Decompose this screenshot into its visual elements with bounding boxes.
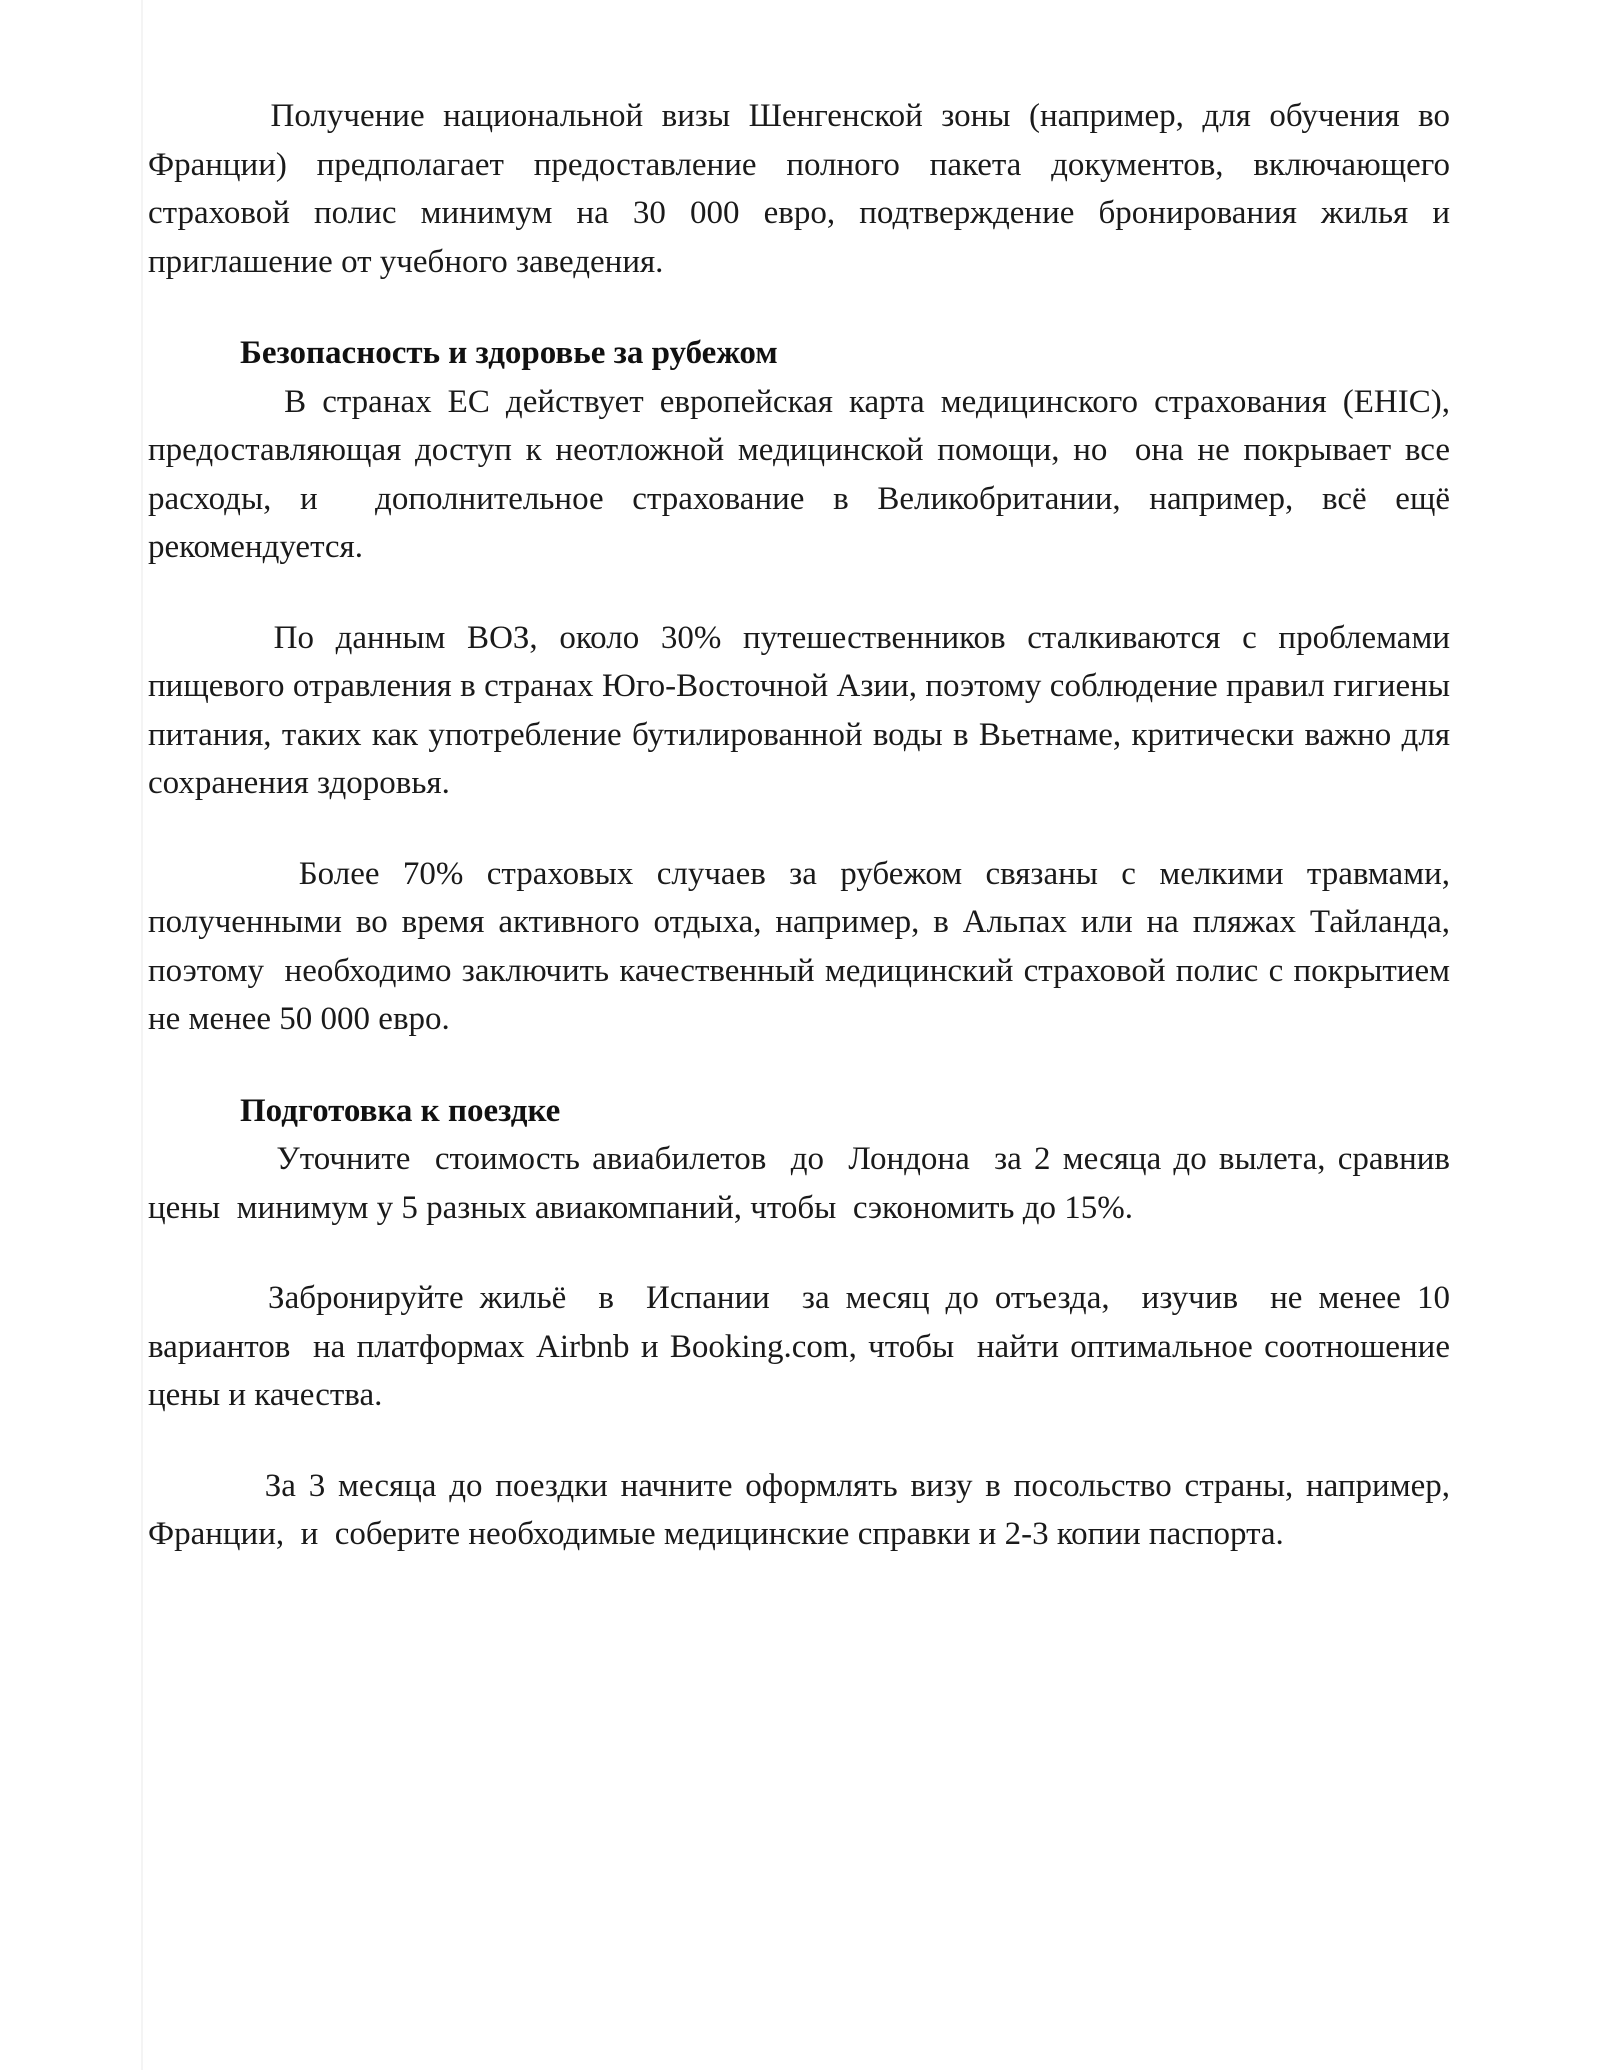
paragraph-accommodation: Забронируйте жильё в Испании за месяц до отъезда, изучив не менее 10 вариантов на платформах Airbnb и Booking.com, чтобы найти оптимальное соотношение цены и качества. bbox=[148, 1280, 1459, 1413]
document-body bbox=[148, 92, 1467, 1559]
paragraph-visa-timeline: За 3 месяца до поездки начните оформлять визу в посольство страны, например, Франции, и соберите необходимые медицинские справки и 2-3 копии паспорта. bbox=[148, 1467, 1459, 1552]
heading-safety-health: Безопасность и здоровье за рубежом bbox=[240, 335, 778, 371]
spacer bbox=[148, 1044, 1450, 1087]
spacer bbox=[148, 286, 1450, 329]
paragraph-insurance-injuries: Более 70% страховых случаев за рубежом связаны с мелкими травмами, полученными во время активного отдыха, например, в Альпах или на пляжах Тайланда, поэтому необходимо заключить качественный медицинский страховой полис с покрытием не менее 50 000 евро. bbox=[148, 855, 1459, 1037]
page-margin-shadow bbox=[141, 0, 143, 2070]
spacer bbox=[148, 1420, 1450, 1462]
paragraph-who-food-poisoning: По данным ВОЗ, около 30% путешественников сталкиваются с проблемами пищевого отравления в странах Юго-Восточной Азии, поэтому соблюдение правил гигиены питания, таких как употребление бутилированной воды в Вьетнаме, критически важно для сохранения здоровья. bbox=[148, 619, 1459, 801]
paragraph-ehic: В странах ЕС действует европейская карта медицинского страхования (EHIC), предоставляющая доступ к неотложной медицинской помощи, но она не покрывает все расходы, и дополнительное страхование в Великобритании, например, всё ещё рекомендуется. bbox=[148, 383, 1467, 565]
paragraph-flights: Уточните стоимость авиабилетов до Лондона за 2 месяца до вылета, сравнив цены минимум у 5 разных авиакомпаний, чтобы сэкономить до 15%. bbox=[148, 1141, 1459, 1226]
paragraph-visa-requirements: Получение национальной визы Шенгенской зоны (например, для обучения во Франции) предполагает предоставление полного пакета документов, включающего страховой полис минимум на 30 000 евро, подтверждение бронирования жилья и приглашение от учебного заведения. bbox=[148, 98, 1467, 280]
spacer bbox=[148, 572, 1450, 614]
spacer bbox=[148, 1232, 1450, 1274]
heading-trip-preparation: Подготовка к поездке bbox=[240, 1092, 561, 1129]
spacer bbox=[148, 808, 1450, 850]
